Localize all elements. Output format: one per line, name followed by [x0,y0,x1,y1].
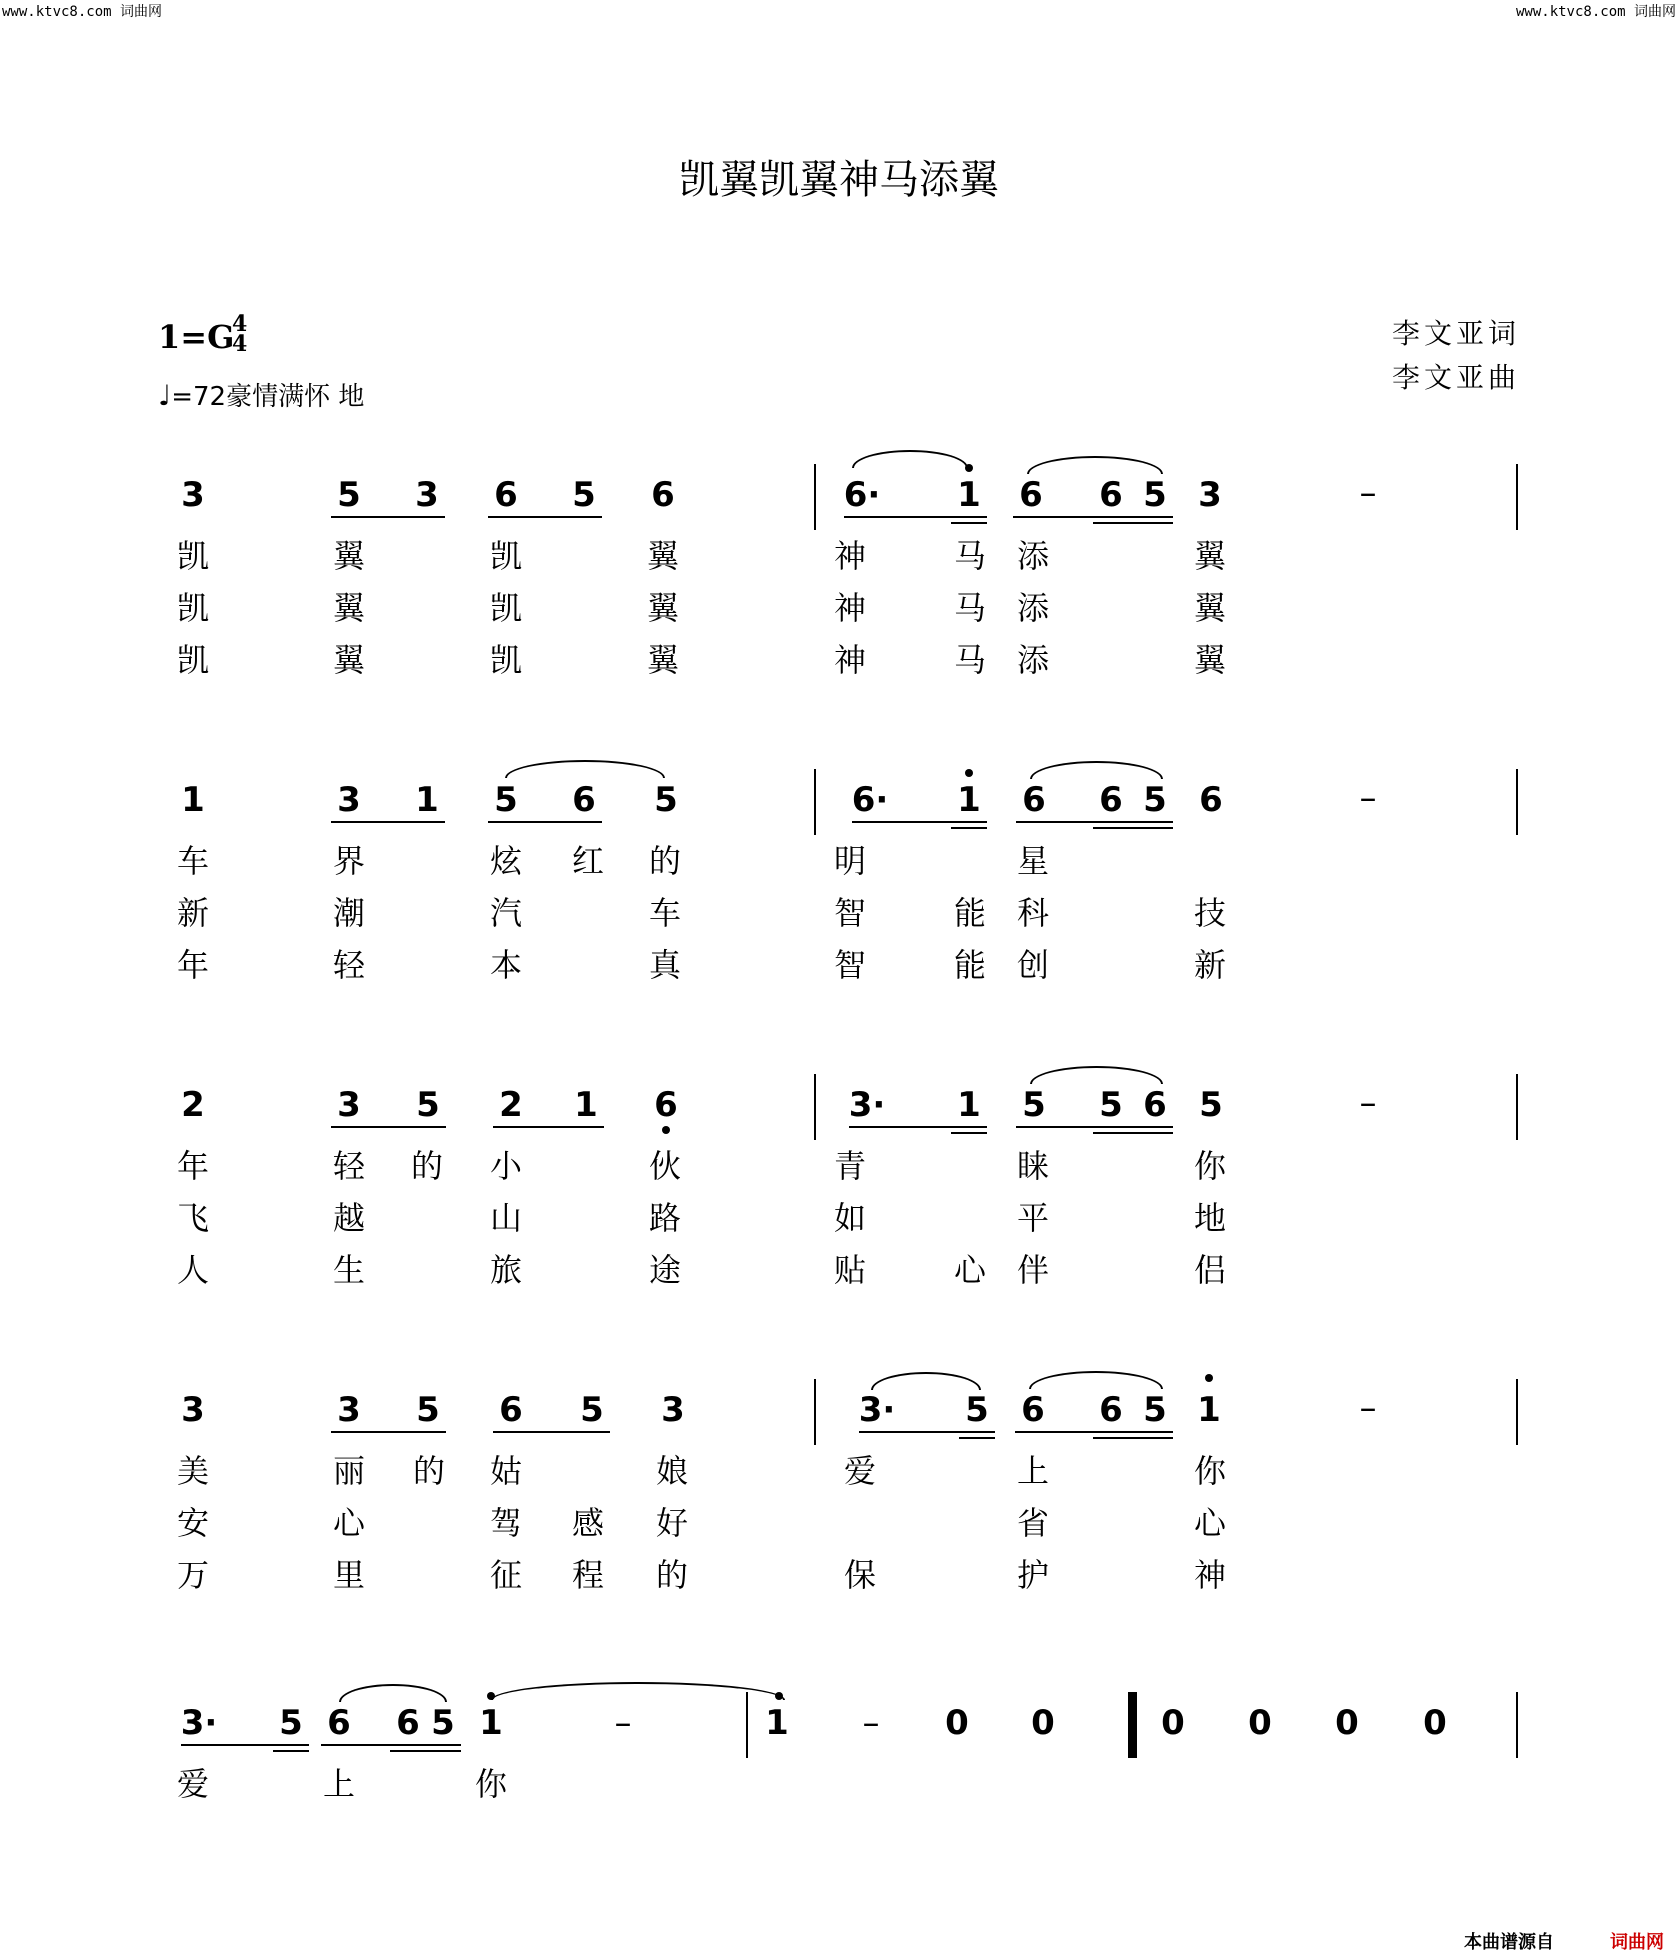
eighth-underline [488,516,602,518]
note: 5 [431,1703,455,1743]
note: 5 [416,1085,440,1125]
eighth-underline [859,1431,995,1433]
note: 6 [1199,780,1223,820]
lyric-syllable: 的 [648,842,682,880]
note: 6· [851,780,889,820]
note: 5 [1099,1085,1123,1125]
note: 5 [1199,1085,1223,1125]
note: 0 [1335,1703,1359,1743]
barline [1516,769,1518,835]
note: 5 [279,1703,303,1743]
note: 5 [1143,475,1167,515]
barline [1516,1379,1518,1445]
note: 6 [651,475,675,515]
note: 6 [494,475,518,515]
lyric-syllable: 技 [1193,894,1227,932]
sustain-dash: – [614,1703,632,1743]
note: 6 [1143,1085,1167,1125]
lyricist-credit: 李文亚词 [1392,317,1521,350]
lyric-syllable: 添 [1016,589,1050,627]
slur [1027,456,1163,474]
eighth-underline [331,1126,446,1128]
eighth-underline [849,1126,987,1128]
lyric-syllable: 红 [571,842,605,880]
lyric-syllable: 伴 [1016,1251,1050,1289]
high-octave-dot [965,769,973,777]
lyric-syllable: 翼 [332,537,366,575]
lyric-syllable: 保 [843,1556,877,1594]
eighth-underline [493,1431,610,1433]
lyric-syllable: 翼 [646,641,680,679]
lyric-syllable: 凯 [176,641,210,679]
lyric-syllable: 的 [655,1556,689,1594]
lyric-syllable: 轻 [332,1147,366,1185]
note: 6 [1019,475,1043,515]
lyric-syllable: 飞 [176,1199,210,1237]
lyric-syllable: 神 [833,641,867,679]
watermark-right: www.ktvc8.com 词曲网 [1515,4,1676,20]
lyric-syllable: 征 [489,1556,523,1594]
note: 5 [572,475,596,515]
lyric-syllable: 青 [833,1147,867,1185]
lyric-syllable: 凯 [176,589,210,627]
lyric-syllable: 睐 [1016,1147,1050,1185]
lyric-syllable: 上 [1016,1452,1050,1490]
note: 6 [1099,475,1123,515]
slur [852,450,968,468]
lyric-syllable: 神 [1193,1556,1227,1594]
lyric-syllable: 年 [176,946,210,984]
lyric-syllable: 翼 [332,589,366,627]
lyric-syllable: 好 [655,1504,689,1542]
lyric-syllable: 上 [322,1765,356,1803]
note: 0 [1423,1703,1447,1743]
lyric-syllable: 小 [489,1147,523,1185]
note: 0 [945,1703,969,1743]
low-octave-dot [662,1126,670,1134]
barline [814,1074,816,1140]
note: 6 [327,1703,351,1743]
lyric-syllable: 你 [1193,1147,1227,1185]
barline [746,1692,748,1758]
eighth-underline [331,516,445,518]
eighth-underline [1013,516,1173,518]
lyric-syllable: 潮 [332,894,366,932]
lyric-syllable: 娘 [655,1452,689,1490]
lyric-syllable: 护 [1016,1556,1050,1594]
eighth-underline [493,1126,604,1128]
note: 3 [181,475,205,515]
lyric-syllable: 创 [1016,946,1050,984]
lyric-syllable: 凯 [489,537,523,575]
barline [814,1379,816,1445]
note: 1 [957,475,981,515]
lyric-syllable: 的 [412,1452,446,1490]
barline [1516,464,1518,530]
note: 1 [957,780,981,820]
lyric-syllable: 本 [489,946,523,984]
note: 6 [654,1085,678,1125]
note: 6 [1099,1390,1123,1430]
high-octave-dot [487,1692,495,1700]
slur [871,1372,981,1390]
lyric-syllable: 地 [1193,1199,1227,1237]
lyric-syllable: 界 [332,842,366,880]
lyric-syllable: 智 [833,894,867,932]
lyric-syllable: 你 [474,1765,508,1803]
note: 1 [181,780,205,820]
sixteenth-underline [951,522,987,524]
sustain-dash: – [1359,778,1377,818]
lyric-syllable: 你 [1193,1452,1227,1490]
note: 1 [479,1703,503,1743]
note: 0 [1248,1703,1272,1743]
lyric-syllable: 省 [1016,1504,1050,1542]
high-octave-dot [1205,1374,1213,1382]
eighth-underline [321,1744,461,1746]
lyric-syllable: 平 [1016,1199,1050,1237]
eighth-underline [1015,1431,1173,1433]
lyric-syllable: 心 [1193,1504,1227,1542]
lyric-syllable: 安 [176,1504,210,1542]
lyric-syllable: 马 [953,537,987,575]
composer-credit: 李文亚曲 [1392,361,1521,394]
lyric-syllable: 马 [953,641,987,679]
note: 5 [580,1390,604,1430]
lyric-syllable: 神 [833,537,867,575]
eighth-underline [1016,1126,1173,1128]
note: 6 [1099,780,1123,820]
eighth-underline [1016,821,1173,823]
lyric-syllable: 爱 [176,1765,210,1803]
lyric-syllable: 真 [648,946,682,984]
eighth-underline [844,516,987,518]
barline [1516,1074,1518,1140]
sustain-dash: – [862,1703,880,1743]
note: 3 [661,1390,685,1430]
sixteenth-underline [959,1437,995,1439]
lyric-syllable: 心 [953,1251,987,1289]
lyric-syllable: 伙 [648,1147,682,1185]
lyric-syllable: 途 [648,1251,682,1289]
eighth-underline [181,1744,309,1746]
song-title: 凯翼凯翼神马添翼 [679,157,999,203]
slur [505,760,665,778]
lyric-syllable: 翼 [646,589,680,627]
note: 6· [843,475,881,515]
lyric-syllable: 凯 [489,589,523,627]
sixteenth-underline [390,1750,461,1752]
sustain-dash: – [1359,1388,1377,1428]
lyric-syllable: 的 [410,1147,444,1185]
lyric-syllable: 侣 [1193,1251,1227,1289]
note: 3 [337,1085,361,1125]
lyric-syllable: 翼 [646,537,680,575]
high-octave-dot [775,1692,783,1700]
tempo-text: =72豪情满怀 地 [171,382,365,412]
note: 3 [337,780,361,820]
lyric-syllable: 车 [648,894,682,932]
lyric-syllable: 智 [833,946,867,984]
note: 2 [181,1085,205,1125]
note: 3 [337,1390,361,1430]
sustain-dash: – [1359,1083,1377,1123]
note: 5 [416,1390,440,1430]
sixteenth-underline [273,1750,309,1752]
barline [814,769,816,835]
sixteenth-underline [951,827,987,829]
lyric-syllable: 轻 [332,946,366,984]
lyric-syllable: 翼 [332,641,366,679]
note: 6 [572,780,596,820]
lyric-syllable: 翼 [1193,589,1227,627]
lyric-syllable: 心 [332,1504,366,1542]
sustain-dash: – [1359,473,1377,513]
note: 3· [180,1703,218,1743]
sixteenth-underline [1093,1437,1173,1439]
lyric-syllable: 越 [332,1199,366,1237]
lyric-syllable: 如 [833,1199,867,1237]
note: 6 [1022,780,1046,820]
note: 0 [1031,1703,1055,1743]
lyric-syllable: 明 [833,842,867,880]
slur [1029,1371,1163,1389]
eighth-underline [488,821,602,823]
note: 6 [1021,1390,1045,1430]
lyric-syllable: 驾 [489,1504,523,1542]
note: 3· [848,1085,886,1125]
note: 1 [957,1085,981,1125]
lyric-syllable: 里 [332,1556,366,1594]
lyric-syllable: 添 [1016,641,1050,679]
lyric-syllable: 姑 [489,1452,523,1490]
note: 3 [1198,475,1222,515]
lyric-syllable: 山 [489,1199,523,1237]
lyric-syllable: 添 [1016,537,1050,575]
note: 2 [499,1085,523,1125]
key-signature: 1=G [158,318,235,356]
barline [1516,1692,1518,1758]
eighth-underline [852,821,987,823]
time-signature-bottom: 4 [232,331,248,357]
lyric-syllable: 丽 [332,1452,366,1490]
slur [339,1684,447,1702]
lyric-syllable: 能 [953,894,987,932]
eighth-underline [331,821,445,823]
sixteenth-underline [951,1132,987,1134]
note: 3· [858,1390,896,1430]
slur [1030,1066,1163,1084]
note: 5 [494,780,518,820]
lyric-syllable: 能 [953,946,987,984]
note: 5 [1143,780,1167,820]
sixteenth-underline [1093,1132,1173,1134]
note: 1 [765,1703,789,1743]
sixteenth-underline [1093,827,1173,829]
lyric-syllable: 翼 [1193,537,1227,575]
note: 3 [181,1390,205,1430]
lyric-syllable: 炫 [489,842,523,880]
lyric-syllable: 马 [953,589,987,627]
lyric-syllable: 生 [332,1251,366,1289]
lyric-syllable: 凯 [489,641,523,679]
lyric-syllable: 新 [176,894,210,932]
quarter-note-icon: ♩ [158,379,172,412]
footer-source: 本曲谱源自 [1464,1932,1554,1953]
lyric-syllable: 万 [176,1556,210,1594]
note: 6 [396,1703,420,1743]
note: 6 [499,1390,523,1430]
note: 5 [965,1390,989,1430]
lyric-syllable: 翼 [1193,641,1227,679]
note: 5 [337,475,361,515]
lyric-syllable: 程 [571,1556,605,1594]
footer-site: 词曲网 [1610,1932,1664,1953]
lyric-syllable: 科 [1016,894,1050,932]
lyric-syllable: 神 [833,589,867,627]
eighth-underline [331,1431,446,1433]
high-octave-dot [965,464,973,472]
note: 5 [1143,1390,1167,1430]
note: 5 [654,780,678,820]
lyric-syllable: 汽 [489,894,523,932]
barline [814,464,816,530]
note: 1 [574,1085,598,1125]
lyric-syllable: 旅 [489,1251,523,1289]
lyric-syllable: 车 [176,842,210,880]
note: 3 [415,475,439,515]
lyric-syllable: 星 [1016,842,1050,880]
watermark-left: www.ktvc8.com 词曲网 [2,4,163,20]
note: 1 [415,780,439,820]
slur [1030,761,1163,779]
time-signature-top: 4 [232,311,248,337]
lyric-syllable: 爱 [843,1452,877,1490]
lyric-syllable: 凯 [176,537,210,575]
lyric-syllable: 人 [176,1251,210,1289]
thick-barline [1128,1692,1137,1758]
lyric-syllable: 年 [176,1147,210,1185]
lyric-syllable: 贴 [833,1251,867,1289]
tempo-marking [158,376,364,413]
lyric-syllable: 美 [176,1452,210,1490]
lyric-syllable: 感 [571,1504,605,1542]
lyric-syllable: 路 [648,1199,682,1237]
note: 0 [1161,1703,1185,1743]
slur [491,1682,785,1700]
note: 1 [1197,1390,1221,1430]
time-signature [232,311,248,357]
sixteenth-underline [1093,522,1173,524]
lyric-syllable: 新 [1193,946,1227,984]
note: 5 [1022,1085,1046,1125]
